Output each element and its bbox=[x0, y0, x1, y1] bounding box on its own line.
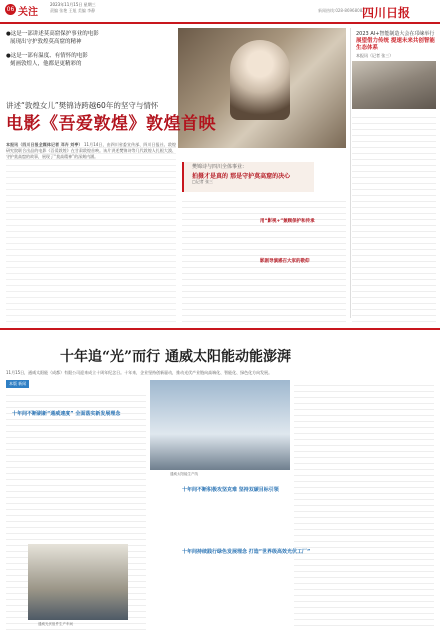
bottom-subhead-3: 十年间持续践行绿色发展理念 打造“世界级高效光伏工厂” bbox=[182, 549, 311, 555]
page-number: 06 bbox=[6, 6, 15, 13]
sidebar-author: □记者 张三 bbox=[192, 179, 214, 184]
bottom-col3-lines bbox=[294, 380, 434, 630]
body-text-lines bbox=[6, 142, 176, 327]
sidebar-kicker: 樊锦诗与四川全体事业： bbox=[192, 164, 248, 170]
byline: 本报讯（四川日报全媒体记者 邓卉 刘亭） bbox=[6, 142, 83, 147]
main-kicker: 讲述“敦煌女儿”樊锦诗跨越60年的坚守与情怀 bbox=[6, 101, 159, 110]
photo-caption-2: 通威光伏组件生产车间 bbox=[38, 622, 73, 626]
right-photo bbox=[352, 61, 436, 109]
brief-2a: ●这是一部有温度、有情怀的电影 bbox=[6, 53, 88, 59]
brief-2b: 刻画敦煌人，他都是更精彩的 bbox=[10, 61, 82, 67]
main-headline: 电影《吾爱敦煌》敦煌首映 bbox=[6, 114, 216, 134]
bottom-subhead-2: 十年间不断积极攻坚克难 坚持双碳目标引领 bbox=[182, 487, 279, 493]
photo-caption-1: 通威太阳能生产线 bbox=[170, 472, 198, 476]
right-body-lines bbox=[352, 112, 436, 324]
bottom-subhead-1: 十年间不断刷新“通威速度” 全面落实新发展理念 bbox=[12, 411, 121, 417]
bottom-tag: 本版 新闻 bbox=[6, 380, 29, 388]
lead-paragraph: 11月14日，由四川省委宣传部、四川日报社、敦煌研究院联合出品的电影《吾爱敦煌》在甘肃敦煌首映。该片讲述樊锦诗等几代敦煌人扎根大漠、守护莫高窟的故事，展现了“莫高精神”的深刻内涵。 bbox=[6, 142, 176, 159]
date-line: 2023年11月15日 星期三 bbox=[50, 2, 96, 7]
portrait-figure bbox=[230, 40, 290, 120]
brief-1a: ●这是一部讲述莫高窟保护事业的电影 bbox=[6, 31, 99, 37]
subhead-2: 影剧导演感召大家的敬仰 bbox=[260, 259, 310, 264]
sidebar-title: 拍摄才是真的 那是守护莫高窟的决心 bbox=[192, 173, 291, 180]
right-sub: 本报讯（记者 张三） bbox=[356, 53, 394, 58]
bottom-headline: 十年追“光”而行 通威太阳能动能澎湃 bbox=[60, 349, 291, 365]
editors-line: 责编 张艳 王旭 美编 李静 bbox=[50, 8, 96, 13]
hotline: 新闻热线:028-86968082 bbox=[318, 8, 365, 13]
production-line-photo bbox=[150, 380, 290, 470]
factory-photo bbox=[28, 544, 128, 620]
brief-1b: 展现出守护敦煌莫高窟的精神 bbox=[10, 39, 82, 45]
paper-name: 四川日报 bbox=[362, 6, 411, 20]
bottom-lead: 11月15日，通威太阳能（成都）有限公司迎来成立十周年纪念日。十年来，企业坚持创新驱动，推动光伏产业链向高端化、智能化、绿色化方向发展。 bbox=[6, 370, 273, 375]
section-divider bbox=[0, 328, 440, 330]
subhead-1: 用“影视+”兼顾保护和传承 bbox=[260, 219, 315, 224]
right-title: 展望借力传统 提速未来共创智能生态体系 bbox=[356, 38, 435, 51]
section-title: 关注 bbox=[18, 7, 38, 18]
right-head: 2023 AI+智能制造大会在邛崃举行 bbox=[356, 31, 435, 37]
